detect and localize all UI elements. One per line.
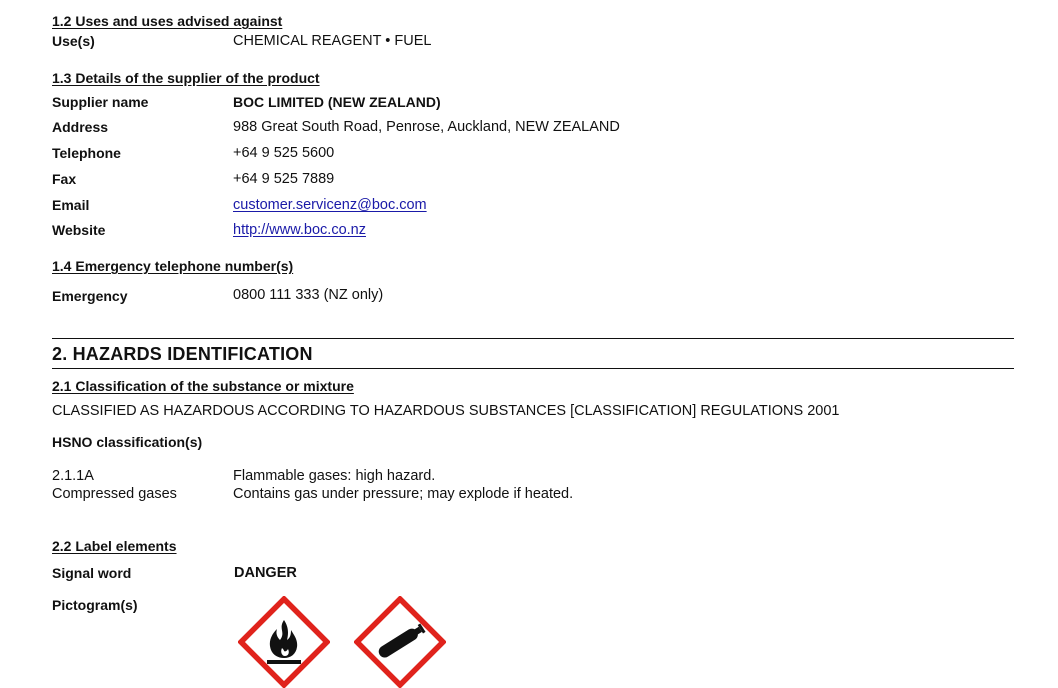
telephone-value: +64 9 525 5600	[233, 145, 335, 161]
heading-label-elements: 2.2 Label elements	[52, 538, 177, 554]
address-label: Address	[52, 119, 109, 135]
email-link[interactable]: customer.servicenz@boc.com	[233, 197, 427, 213]
section-2-title: 2. HAZARDS IDENTIFICATION	[52, 344, 313, 364]
use-value: CHEMICAL REAGENT • FUEL	[233, 33, 432, 49]
signal-word-value: DANGER	[234, 565, 297, 581]
emergency-value: 0800 111 333 (NZ only)	[233, 287, 384, 303]
section-rule-top	[52, 338, 1014, 339]
classification-code-1: 2.1.1A	[52, 468, 94, 484]
section-rule-bottom	[52, 368, 1014, 369]
website-label: Website	[52, 222, 106, 238]
heading-supplier: 1.3 Details of the supplier of the product	[52, 70, 320, 86]
fax-label: Fax	[52, 171, 77, 187]
classification-desc-2: Contains gas under pressure; may explode if heated.	[233, 486, 574, 502]
use-label: Use(s)	[52, 33, 95, 49]
flame-icon	[238, 596, 330, 688]
heading-uses: 1.2 Uses and uses advised against	[52, 13, 283, 29]
telephone-label: Telephone	[52, 145, 121, 161]
pictogram-label: Pictogram(s)	[52, 597, 138, 613]
website-link[interactable]: http://www.boc.co.nz	[233, 222, 366, 238]
classification-code-2: Compressed gases	[52, 486, 177, 502]
emergency-label: Emergency	[52, 288, 128, 304]
hsno-heading: HSNO classification(s)	[52, 434, 203, 450]
gas-cylinder-icon	[354, 596, 446, 688]
supplier-name-value: BOC LIMITED (NEW ZEALAND)	[233, 94, 441, 110]
signal-word-label: Signal word	[52, 565, 132, 581]
heading-emergency: 1.4 Emergency telephone number(s)	[52, 258, 294, 274]
email-label: Email	[52, 197, 90, 213]
classification-desc-1: Flammable gases: high hazard.	[233, 468, 436, 484]
supplier-name-label: Supplier name	[52, 94, 149, 110]
address-value: 988 Great South Road, Penrose, Auckland, NEW ZEALAND	[233, 119, 620, 135]
heading-classification: 2.1 Classification of the substance or mixture	[52, 378, 354, 394]
classification-statement: CLASSIFIED AS HAZARDOUS ACCORDING TO HAZARDOUS SUBSTANCES [CLASSIFICATION] REGULATIONS 2001	[52, 403, 840, 419]
fax-value: +64 9 525 7889	[233, 171, 335, 187]
